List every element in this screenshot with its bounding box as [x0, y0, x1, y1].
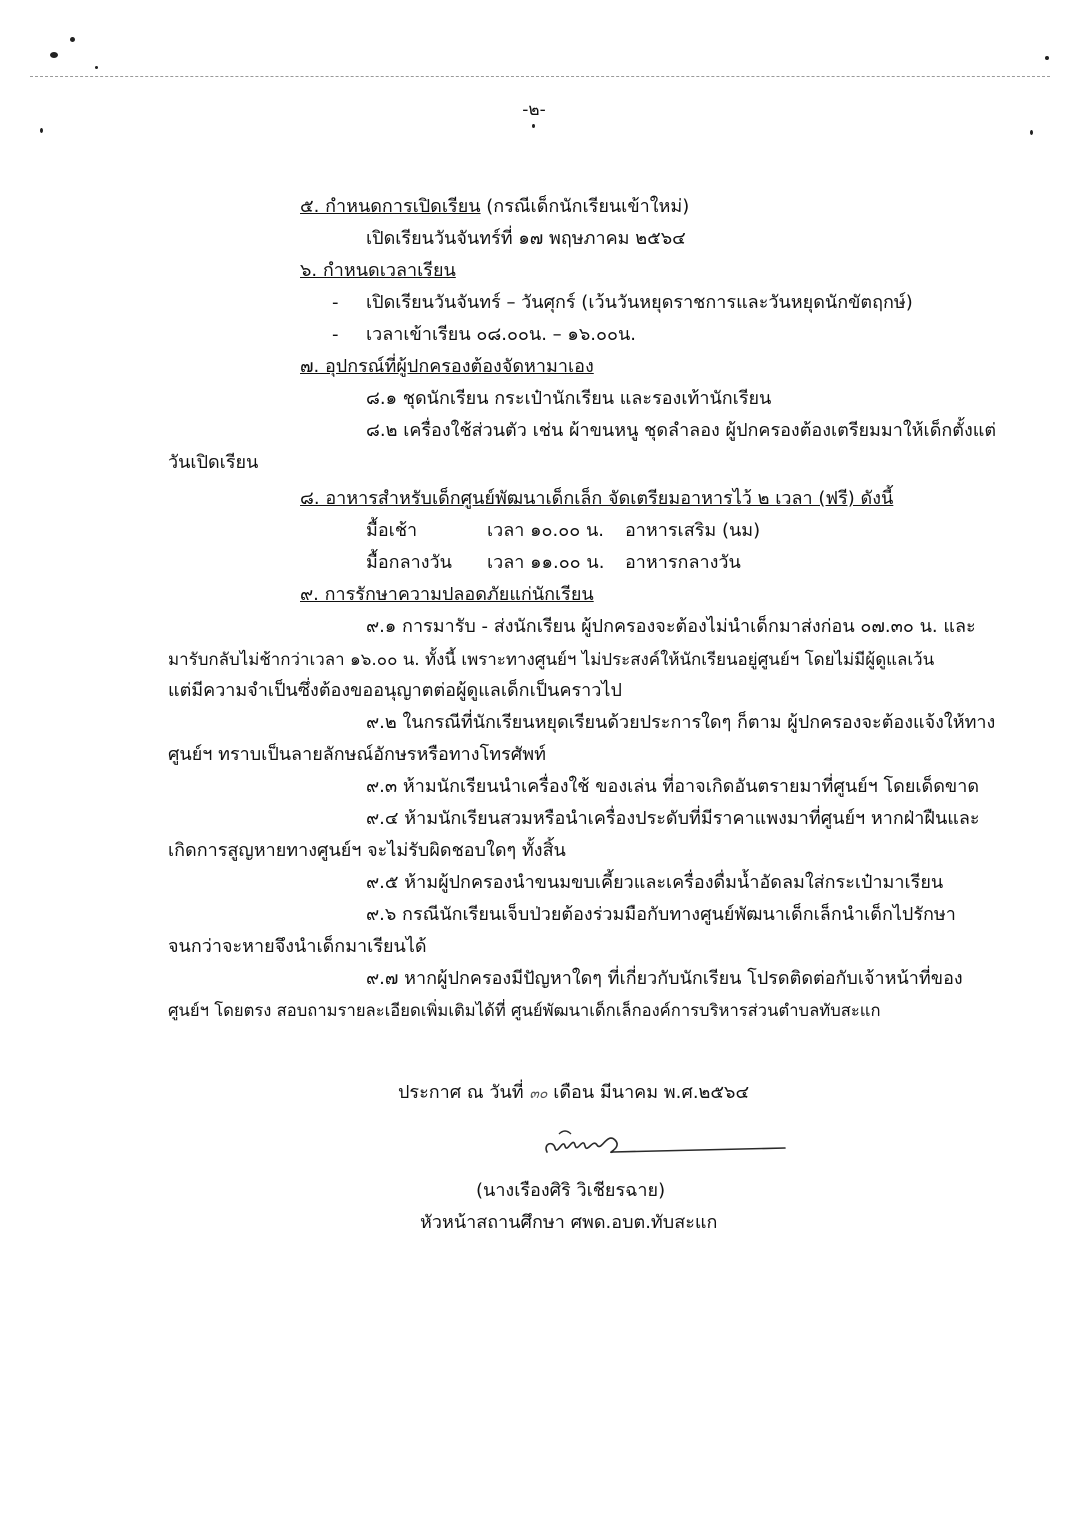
section-6-item [332, 322, 636, 348]
meal-time: เวลา ๑๐.๐๐ น. [487, 520, 604, 541]
signer-title: หัวหน้าสถานศึกษา ศพด.อบต.ทับสะแก [420, 1212, 718, 1233]
meal-name: มื้อกลางวัน [366, 552, 452, 573]
section-9-p3: ๙.๓ ห้ามนักเรียนนำเครื่องใช้ ของเล่น ที่อาจเกิดอันตรายมาที่ศูนย์ฯ โดยเด็ดขาด [366, 776, 980, 797]
scan-speck [95, 66, 98, 69]
announcement-date [398, 1080, 749, 1107]
section-6-item [332, 290, 913, 316]
handwritten-day: ๓๐ [529, 1086, 548, 1102]
section-9-p1-cont: แต่มีความจำเป็นซึ่งต้องขออนุญาตต่อผู้ดูแลเด็กเป็นคราวไป [168, 680, 622, 701]
section-9-p7-cont: ศูนย์ฯ โดยตรง สอบถามรายละเอียดเพิ่มเติมได้ที่ ศูนย์พัฒนาเด็กเล็กองค์การบริหารส่วนตำบลทับสะแก [168, 1001, 881, 1020]
scan-speck [532, 124, 535, 128]
section-9-p4-cont: เกิดการสูญหายทางศูนย์ฯ จะไม่รับผิดชอบใดๆ ทั้งสิ้น [168, 840, 566, 861]
meal-name: มื้อเช้า [366, 520, 418, 541]
section-9-p6: ๙.๖ กรณีนักเรียนเจ็บป่วยต้องร่วมมือกับทางศูนย์พัฒนาเด็กเล็กนำเด็กไปรักษา [366, 904, 956, 925]
section-6-item-text: เปิดเรียนวันจันทร์ – วันศุกร์ (เว้นวันหยุดราชการและวันหยุดนักขัตฤกษ์) [366, 292, 913, 313]
section-9-p1-cont: มารับกลับไม่ช้ากว่าเวลา ๑๖.๐๐ น. ทั้งนี้ เพราะทางศูนย์ฯ ไม่ประสงค์ให้นักเรียนอยู่ศูนย์ฯ โดยไม่มีผู้ดูแลเว้น [168, 649, 935, 669]
section-9-p5: ๙.๕ ห้ามผู้ปกครองนำขนมขบเคี้ยวและเครื่องดื่มน้ำอัดลมใส่กระเป๋ามาเรียน [366, 872, 944, 893]
signature [535, 1118, 795, 1166]
section-7-item-2: ๘.๒ เครื่องใช้ส่วนตัว เช่น ผ้าขนหนู ชุดลำลอง ผู้ปกครองต้องเตรียมมาให้เด็กตั้งแต่ [366, 420, 997, 441]
section-5-line: เปิดเรียนวันจันทร์ที่ ๑๗ พฤษภาคม ๒๕๖๔ [366, 228, 686, 249]
scan-speck [40, 128, 43, 133]
scan-border-line [30, 76, 1050, 77]
announce-suffix: เดือน มีนาคม พ.ศ.๒๕๖๔ [553, 1082, 750, 1103]
section-8-heading: ๘. อาหารสำหรับเด็กศูนย์พัฒนาเด็กเล็ก จัดเตรียมอาหารไว้ ๒ เวลา (ฟรี) ดังนี้ [300, 488, 894, 509]
section-9-p2-cont: ศูนย์ฯ ทราบเป็นลายลักษณ์อักษรหรือทางโทรศัพท์ [168, 744, 546, 765]
bullet-dash: - [332, 324, 339, 345]
bullet-dash: - [332, 292, 339, 313]
section-5-heading [300, 194, 689, 220]
scan-speck [70, 37, 75, 42]
signer-name: (นางเรืองศิริ วิเชียรฉาย) [476, 1180, 666, 1201]
section-7-item-1: ๘.๑ ชุดนักเรียน กระเป๋านักเรียน และรองเท้านักเรียน [366, 388, 772, 409]
section-9-p7: ๙.๗ หากผู้ปกครองมีปัญหาใดๆ ที่เกี่ยวกับนักเรียน โปรดติดต่อกับเจ้าหน้าที่ของ [366, 968, 963, 989]
page-number: -๒- [522, 100, 546, 120]
scan-speck [1045, 56, 1049, 60]
section-7-item-2-cont: วันเปิดเรียน [168, 452, 259, 473]
section-5-note: (กรณีเด็กนักเรียนเข้าใหม่) [480, 196, 690, 217]
section-6-item-text: เวลาเข้าเรียน ๐๘.๐๐น. – ๑๖.๐๐น. [366, 324, 636, 345]
meal-food: อาหารเสริม (นม) [625, 520, 761, 541]
meal-time: เวลา ๑๑.๐๐ น. [487, 552, 605, 573]
section-6-heading: ๖. กำหนดเวลาเรียน [300, 260, 456, 281]
section-5-title: ๕. กำหนดการเปิดเรียน [300, 196, 481, 217]
section-9-p4: ๙.๔ ห้ามนักเรียนสวมหรือนำเครื่องประดับที่มีราคาแพงมาที่ศูนย์ฯ หากฝ่าฝืนและ [366, 808, 980, 829]
section-9-p1: ๙.๑ การมารับ - ส่งนักเรียน ผู้ปกครองจะต้องไม่นำเด็กมาส่งก่อน ๐๗.๓๐ น. และ [366, 616, 976, 637]
announce-prefix: ประกาศ ณ วันที่ [398, 1082, 524, 1103]
section-9-p2: ๙.๒ ในกรณีที่นักเรียนหยุดเรียนด้วยประการใดๆ ก็ตาม ผู้ปกครองจะต้องแจ้งให้ทาง [366, 712, 996, 733]
signature-scribble [535, 1118, 795, 1166]
scan-speck [50, 52, 58, 58]
scan-speck [1030, 130, 1033, 135]
section-9-heading: ๙. การรักษาความปลอดภัยแก่นักเรียน [300, 584, 594, 605]
section-9-p6-cont: จนกว่าจะหายจึงนำเด็กมาเรียนได้ [168, 936, 427, 957]
meal-food: อาหารกลางวัน [625, 552, 741, 573]
section-7-heading: ๗. อุปกรณ์ที่ผู้ปกครองต้องจัดหามาเอง [300, 356, 594, 377]
